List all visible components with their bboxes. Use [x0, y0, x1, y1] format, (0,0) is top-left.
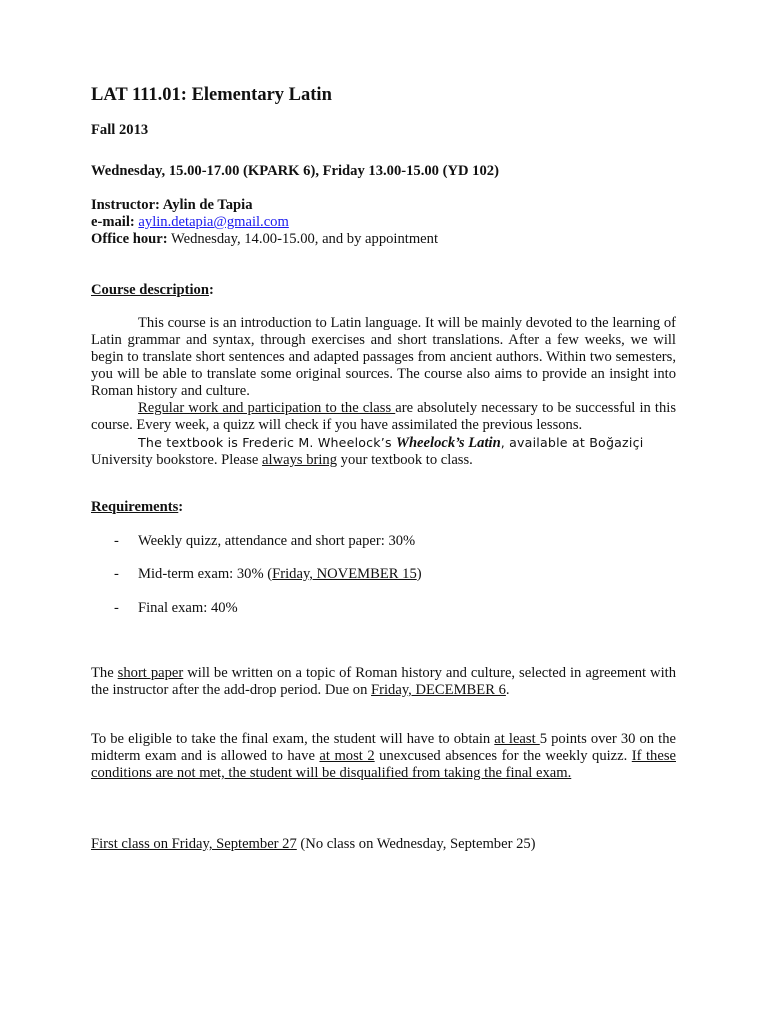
requirements-heading: Requirements:	[91, 499, 184, 515]
schedule: Wednesday, 15.00-17.00 (KPARK 6), Friday 13.00-15.00 (YD 102)	[91, 163, 499, 179]
office-hour-line	[91, 231, 676, 248]
description-paragraph-3: The textbook is Frederic M. Wheelock’s Wheelock’s Latin, available at Boğaziçi	[138, 435, 644, 451]
short-paper-paragraph: The short paper will be written on a topic of Roman history and culture, selected in agreement with the instructor after the add-drop period. Due on Friday, DECEMBER 6.	[91, 665, 677, 698]
term: Fall 2013	[91, 122, 149, 138]
email-label: e-mail:	[91, 214, 135, 230]
office-hour-label: Office hour:	[91, 231, 168, 247]
instructor: Instructor: Aylin de Tapia	[91, 197, 253, 213]
office-hour-value: Wednesday, 14.00-15.00, and by appointment	[171, 231, 438, 247]
email-link[interactable]: aylin.detapia@gmail.com	[138, 214, 289, 230]
description-paragraph-3-cont: University bookstore. Please always bring your textbook to class.	[91, 452, 473, 468]
eligibility-paragraph: To be eligible to take the final exam, the student will have to obtain at least 5 points over 30 on the midterm exam and is allowed to have at most 2 unexcused absences for the weekly quizz. If these conditions are not met, the student will be disqualified from taking the final exam.	[91, 731, 677, 781]
requirement-item-1: - Weekly quizz, attendance and short paper: 30%	[114, 533, 416, 549]
first-class-note: First class on Friday, September 27 (No class on Wednesday, September 25)	[91, 836, 536, 852]
course-title: LAT 111.01: Elementary Latin	[91, 85, 332, 105]
contact-block	[91, 197, 676, 248]
description-paragraph-2: Regular work and participation to the class are absolutely necessary to be successful in this course. Every week, a quizz will check if you have assimilated the previous lessons.	[91, 400, 676, 433]
requirement-item-2: - Mid-term exam: 30% (Friday, NOVEMBER 15)	[114, 566, 422, 582]
course-description-body	[91, 315, 676, 469]
email-line	[91, 214, 676, 231]
description-paragraph-1: This course is an introduction to Latin language. It will be mainly devoted to the learning of Latin grammar and syntax, through exercises and short translations. After a few weeks, we will begin to translate short sentences and adapted passages from ancient authors. Within two semesters, you will be able to translate some original sources. The course also aims to provide an insight into Roman history and culture.	[91, 315, 676, 399]
course-description-heading: Course description:	[91, 282, 214, 298]
requirement-item-3: - Final exam: 40%	[114, 600, 238, 616]
